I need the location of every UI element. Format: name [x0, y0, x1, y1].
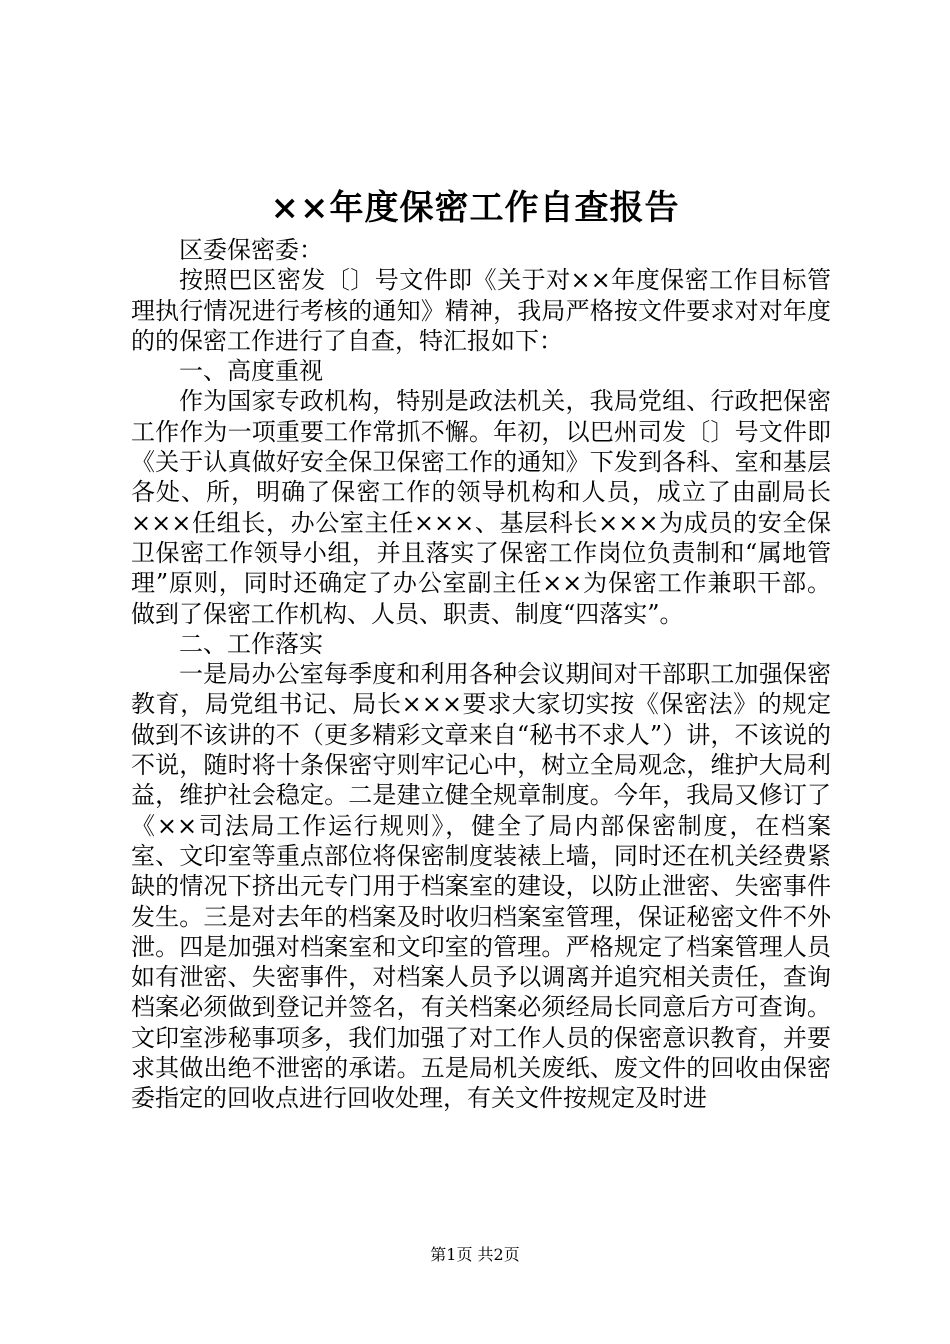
document-body — [131, 235, 831, 1114]
document-title: ××年度保密工作自查报告 — [270, 188, 680, 228]
paragraph-section-1: 作为国家专政机构，特别是政法机关，我局党组、行政把保密工作作为一项重要工作常抓不懈。年初，以巴州司发〔〕号文件即《关于认真做好安全保卫保密工作的通知》下发到各科、室和基层各处、所，明确了保密工作的领导机构和人员，成立了由副局长×××任组长，办公室主任×××、基层科长×××为成员的安全保卫保密工作领导小组，并且落实了保密工作岗位负责制和“属地管理”原则，同时还确定了办公室副主任××为保密工作兼职干部。做到了保密工作机构、人员、职责、制度“四落实”。 — [131, 387, 831, 628]
page-footer: 第1页 共2页 — [430, 1245, 520, 1264]
salutation: 区委保密委： — [179, 236, 323, 264]
section-heading-2: 二、工作落实 — [179, 629, 323, 658]
paragraph-section-2: 一是局办公室每季度和利用各种会议期间对干部职工加强保密教育，局党组书记、局长×××要求大家切实按《保密法》的规定做到不该讲的不（更多精彩文章来自“秘书不求人”）讲，不该说的不说，随时将十条保密守则牢记心中，树立全局观念，维护大局利益，维护社会稳定。二是建立健全规章制度。今年，我局又修订了《××司法局工作运行规则》，健全了局内部保密制度，在档案室、文印室等重点部位将保密制度装裱上墙，同时还在机关经费紧缺的情况下挤出元专门用于档案室的建设，以防止泄密、失密事件发生。三是对去年的档案及时收归档案室管理，保证秘密文件不外泄。四是加强对档案室和文印室的管理。严格规定了档案管理人员如有泄密、失密事件，对档案人员予以调离并追究相关责任，查询档案必须做到登记并签名，有关档案必须经局长同意后方可查询。文印室涉秘事项多，我们加强了对工作人员的保密意识教育，并要求其做出绝不泄密的承诺。五是局机关废纸、废文件的回收由保密委指定的回收点进行回收处理，有关文件按规定及时进 — [131, 660, 831, 1113]
section-heading-1: 一、高度重视 — [179, 357, 323, 386]
paragraph-intro: 按照巴区密发〔〕号文件即《关于对××年度保密工作目标管理执行情况进行考核的通知》精神，我局严格按文件要求对对年度的的保密工作进行了自查，特汇报如下： — [131, 266, 831, 355]
